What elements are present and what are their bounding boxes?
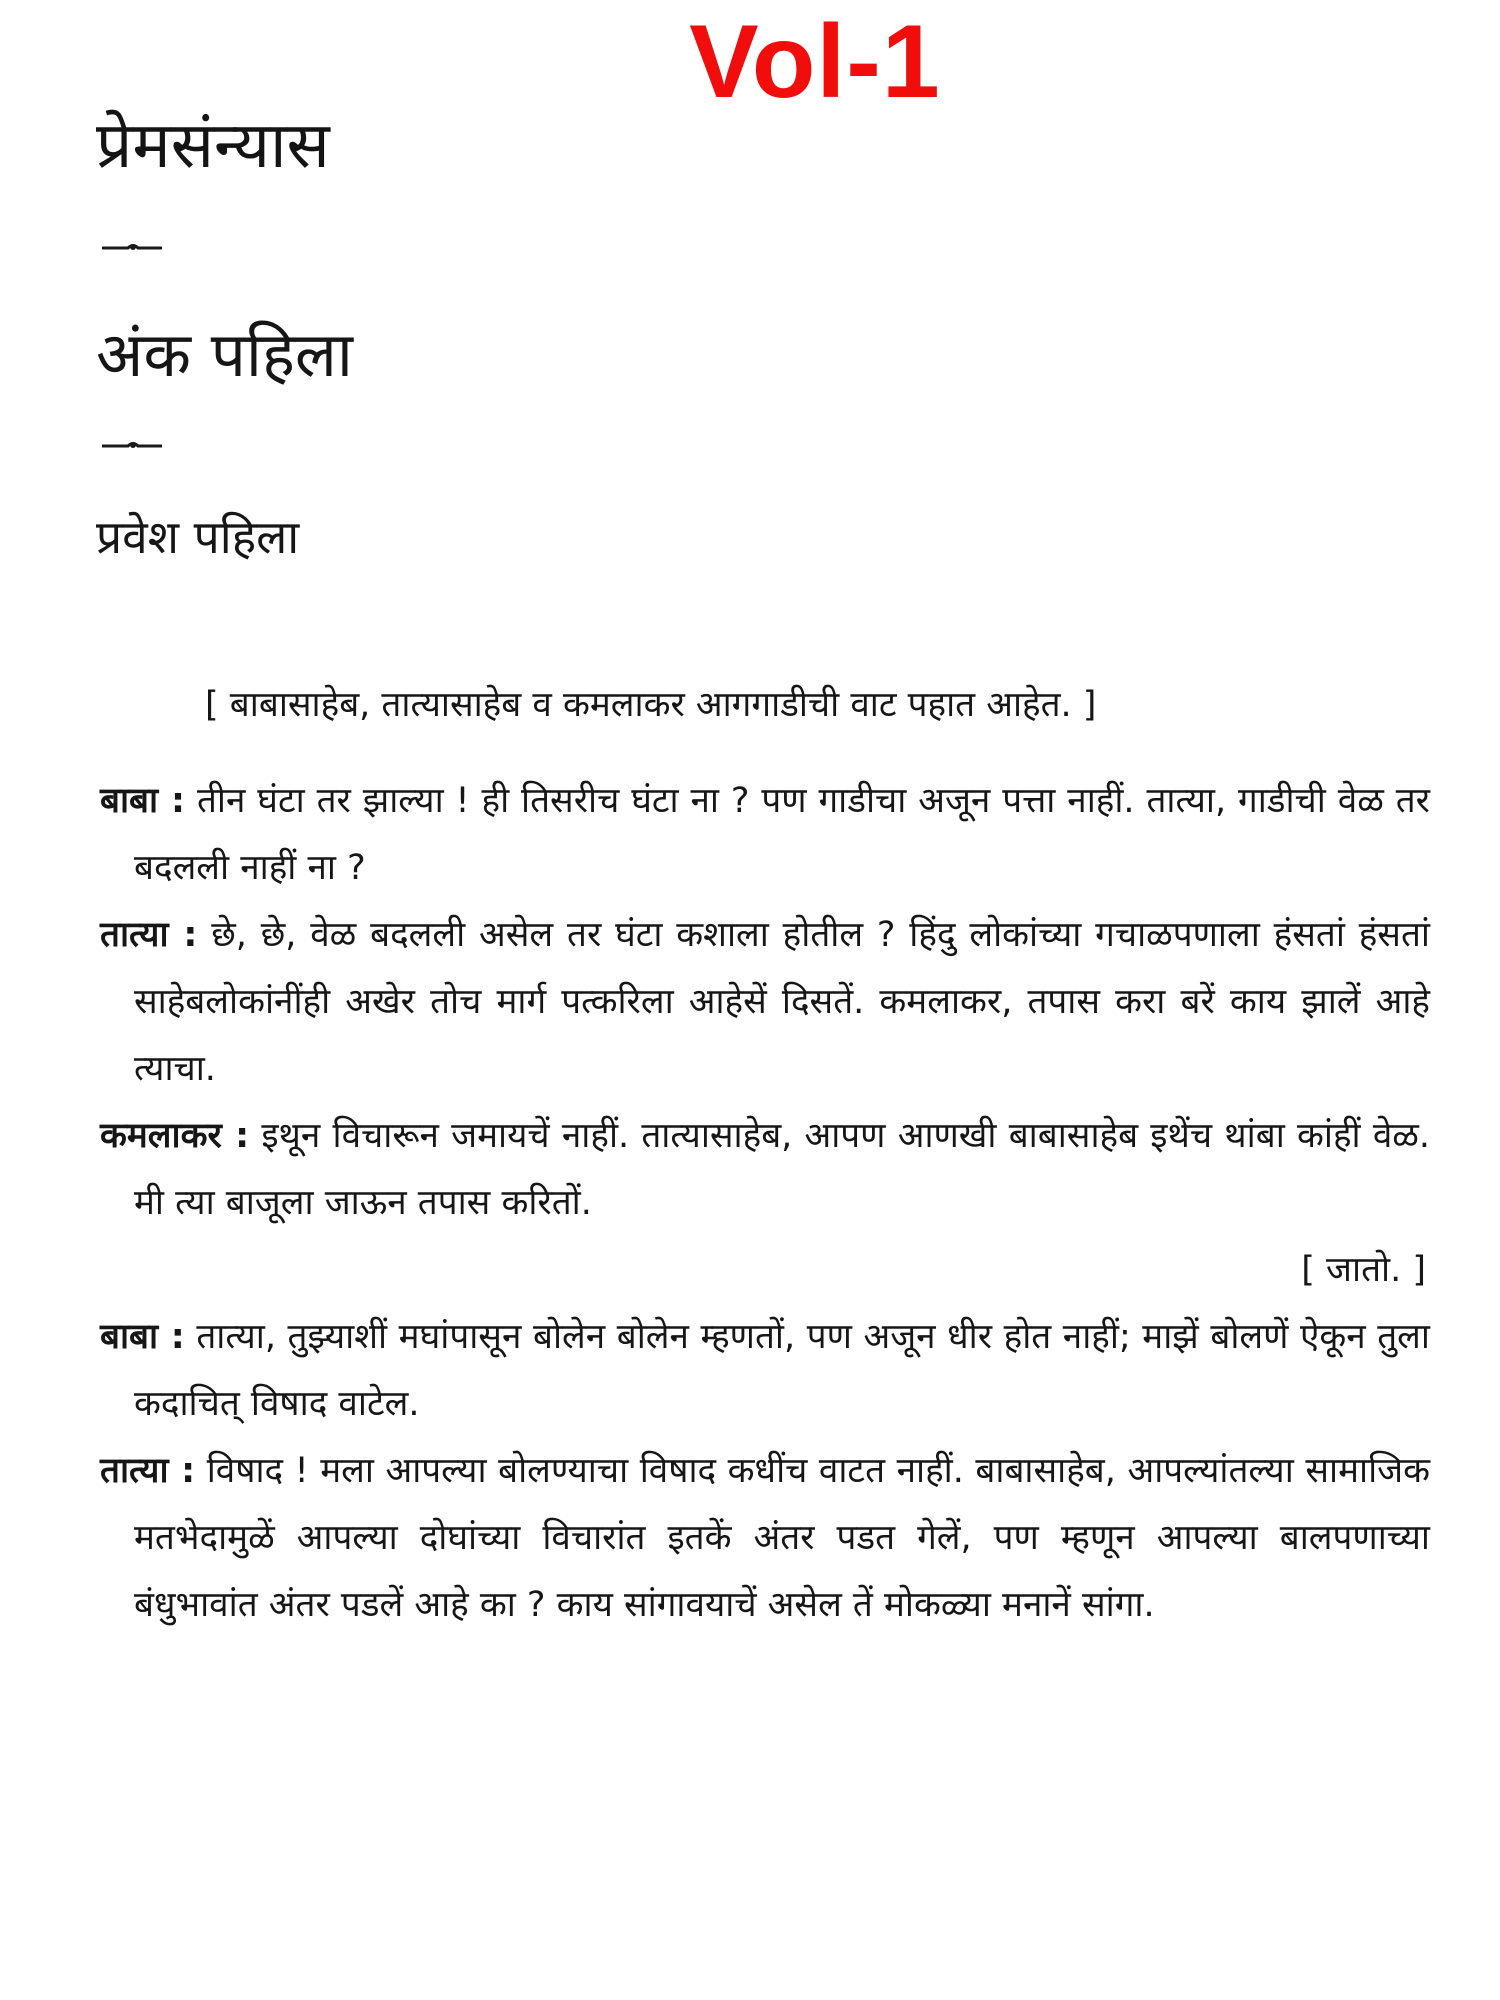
speech-text: छे, छे, वेळ बदलली असेल तर घंटा कशाला होतील ? हिंदु लोकांच्या गचाळपणाला हंसतां हंसतां साहेबलोकांनींही अखेर तोच मार्ग पत्करिला आहेसें दिसतें. कमलाकर, तपास करा बरें काय झालें आहे त्याचा. <box>134 915 1430 1089</box>
speaker-name: कमलाकर : <box>100 1116 250 1156</box>
speaker-name: बाबा : <box>100 1317 185 1357</box>
act-heading: अंक पहिला <box>96 318 353 391</box>
volume-label: Vol-1 <box>689 4 941 120</box>
exit-stage-direction: [ जातो. ] <box>1301 1250 1426 1290</box>
title-ornament-divider <box>100 240 164 254</box>
speech-text: विषाद ! मला आपल्या बोलण्याचा विषाद कधींच वाटत नाहीं. बाबासाहेब, आपल्यांतल्या सामाजिक मतभेदामुळें आपल्या दोघांच्या विचारांत इतकें अंतर पडत गेलें, पण म्हणून आपल्या बालपणाच्या बंधुभावांत अंतर पडलें आहे का ? काय सांगावयाचें असेल तें मोकळ्या मनानें सांगा. <box>134 1451 1430 1625</box>
speech-text: तात्या, तुझ्याशीं मघांपासून बोलेन बोलेन म्हणतों, पण अजून धीर होत नाहीं; माझें बोलणें ऐकून तुला कदाचित् विषाद वाटेल. <box>134 1317 1430 1424</box>
speech-tatya-2 <box>100 1438 1430 1639</box>
opening-stage-direction: [ बाबासाहेब, तात्यासाहेब व कमलाकर आगगाडीची वाट पहात आहेत. ] <box>205 685 1097 725</box>
speaker-name: बाबा : <box>100 781 186 821</box>
speaker-name: तात्या : <box>100 915 198 955</box>
speech-baba-1 <box>100 768 1430 902</box>
play-title: प्रेमसंन्यास <box>96 109 330 183</box>
scene-heading: प्रवेश पहिला <box>96 510 300 564</box>
speech-text: तीन घंटा तर झाल्या ! ही तिसरीच घंटा ना ? पण गाडीचा अजून पत्ता नाहीं. तात्या, गाडीची वेळ तर बदलली नाहीं ना ? <box>134 781 1430 888</box>
speech-tatya-1 <box>100 902 1430 1103</box>
dialogue-block <box>100 768 1430 1639</box>
speech-text: इथून विचारून जमायचें नाहीं. तात्यासाहेब, आपण आणखी बाबासाहेब इथेंच थांबा कांहीं वेळ. मी त्या बाजूला जाऊन तपास करितों. <box>134 1116 1430 1223</box>
act-ornament-divider <box>100 438 164 452</box>
speaker-name: तात्या : <box>100 1451 196 1491</box>
speech-kamalakar-1 <box>100 1103 1430 1237</box>
speech-baba-2 <box>100 1304 1430 1438</box>
